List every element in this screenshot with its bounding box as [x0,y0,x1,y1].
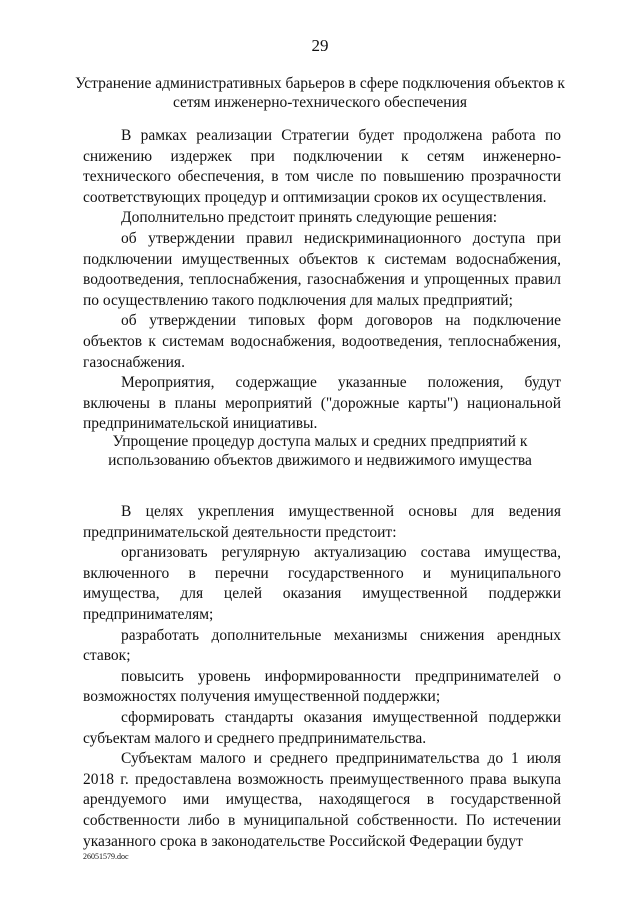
paragraph: Дополнительно предстоит принять следующие решения: [121,209,498,227]
paragraph: Субъектам малого и среднего предпринимательства до 1 июля 2018 г. предоставлена возможность преимущественного права выкупа арендуемого ими имущества, находящегося в государственной собственности либо в муниципальной собственности. По истечении указанного срока в законодательстве Российской Федерации будут [83,750,561,850]
paragraph: Мероприятия, содержащие указанные положения, будут включены в планы мероприятий ("дорожные карты") национальной предпринимательской инициативы. [83,374,561,433]
paragraph: сформировать стандарты оказания имущественной поддержки субъектам малого и среднего предпринимательства. [83,708,561,747]
paragraph: организовать регулярную актуализацию состава имущества, включенного в перечни государственного и муниципального имущества, для целей оказания имущественной поддержки предпринимателям; [83,544,561,623]
paragraph: повысить уровень информированности предпринимателей о возможностях получения имущественной поддержки; [83,667,561,706]
paragraph: разработать дополнительные механизмы снижения арендных ставок; [83,626,561,665]
section-1-body [83,126,561,435]
paragraph: В целях укрепления имущественной основы для ведения предпринимательской деятельности предстоит: [83,503,561,541]
section-1-heading: Устранение административных барьеров в сфере подключения объектов к сетям инженерно-технического обеспечения [75,75,565,111]
section-2-heading: Упрощение процедур доступа малых и средних предприятий к использованию объектов движимого и недвижимого имущества [108,433,532,469]
paragraph: об утверждении правил недискриминационного доступа при подключении имущественных объектов к системам водоснабжения, водоотведения, теплоснабжения, газоснабжения и упрощенных правил по осуществлению такого подключения для малых предприятий; [83,229,561,309]
paragraph: об утверждении типовых форм договоров на подключение объектов к системам водоснабжения, водоотведения, теплоснабжения, газоснабжения. [83,312,561,371]
document-filename: 26051579.doc [83,852,129,861]
section-2-body [83,502,561,852]
paragraph: В рамках реализации Стратегии будет продолжена работа по снижению издержек при подключении к сетям инженерно-технического обеспечения, в том числе по повышению прозрачности соответствующих процедур и оптимизации сроков их осуществления. [83,127,561,206]
page-number: 29 [311,36,329,55]
